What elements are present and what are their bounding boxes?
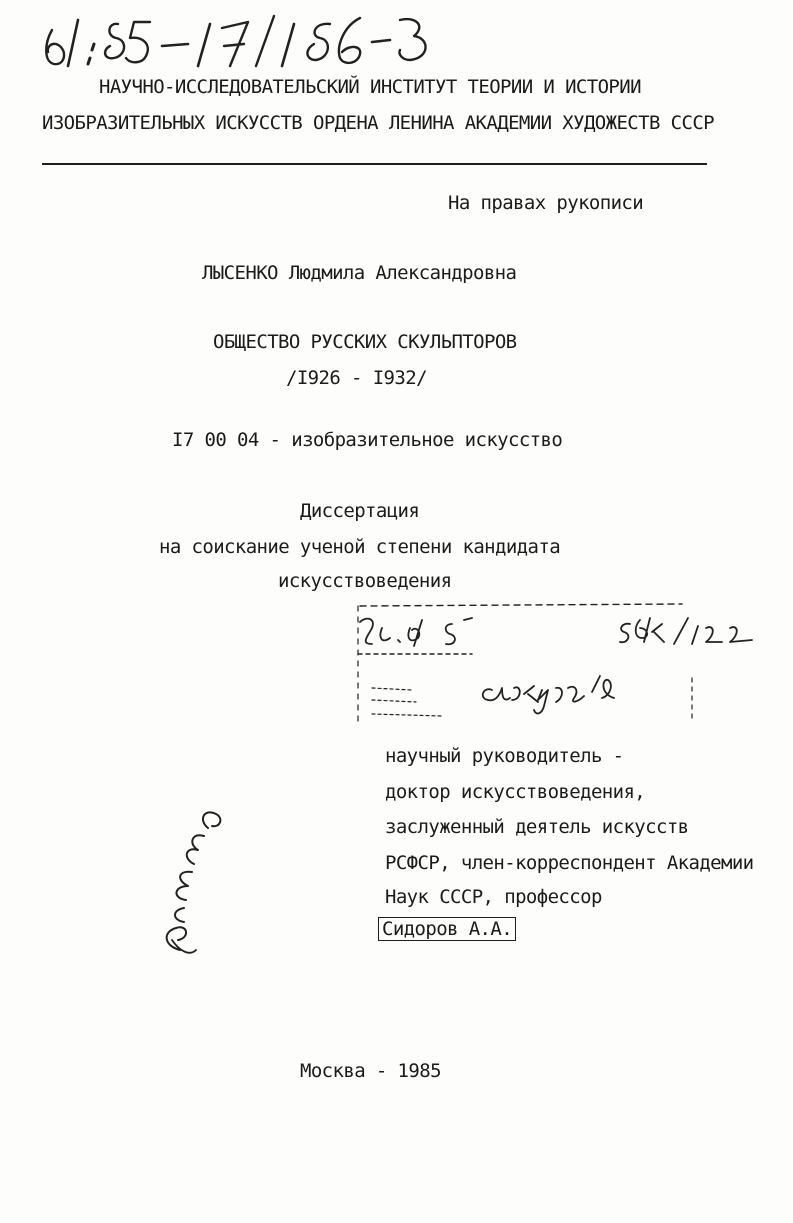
dissertation-years: /I926 - I932/ xyxy=(286,367,427,389)
supervisor-line-5: Наук СССР, профессор xyxy=(385,886,602,908)
supervisor-name-box: Сидоров А.А. xyxy=(378,917,516,941)
supervisor-line-3: заслуженный деятель искусств xyxy=(385,816,689,838)
archive-number-handwriting xyxy=(38,8,438,70)
author-name: ЛЫСЕНКО Людмила Александровна xyxy=(202,262,517,284)
header-divider xyxy=(42,163,707,165)
supervisor-line-4: РСФСР, член-корреспондент Академии xyxy=(385,852,754,874)
dissertation-label: Диссертация xyxy=(300,500,420,522)
institute-header-line-1: НАУЧНО-ИССЛЕДОВАТЕЛЬСКИЙ ИНСТИТУТ ТЕОРИИ И ИСТОРИИ xyxy=(99,76,641,98)
specialty-code: I7 00 04 - изобразительное искусство xyxy=(172,429,563,451)
signature-marks xyxy=(150,800,240,960)
handwritten-signature xyxy=(150,800,240,960)
degree-field: искусствоведения xyxy=(278,570,452,592)
place-and-year: Москва - 1985 xyxy=(300,1060,441,1082)
supervisor-line-1: научный руководитель - xyxy=(385,745,624,767)
dissertation-title: ОБЩЕСТВО РУССКИХ СКУЛЬПТОРОВ xyxy=(213,331,517,353)
rights-note: На правах рукописи xyxy=(448,192,644,214)
library-stamp xyxy=(352,598,762,736)
supervisor-line-2: доктор искусствоведения, xyxy=(385,781,646,803)
institute-header-line-2: ИЗОБРАЗИТЕЛЬНЫХ ИСКУССТВ ОРДЕНА ЛЕНИНА АКАДЕМИИ ХУДОЖЕСТВ СССР xyxy=(42,112,715,134)
archive-number xyxy=(38,8,438,70)
library-stamp-marks xyxy=(352,598,762,736)
supervisor-name xyxy=(378,918,516,940)
degree-line: на соискание ученой степени кандидата xyxy=(159,536,561,558)
